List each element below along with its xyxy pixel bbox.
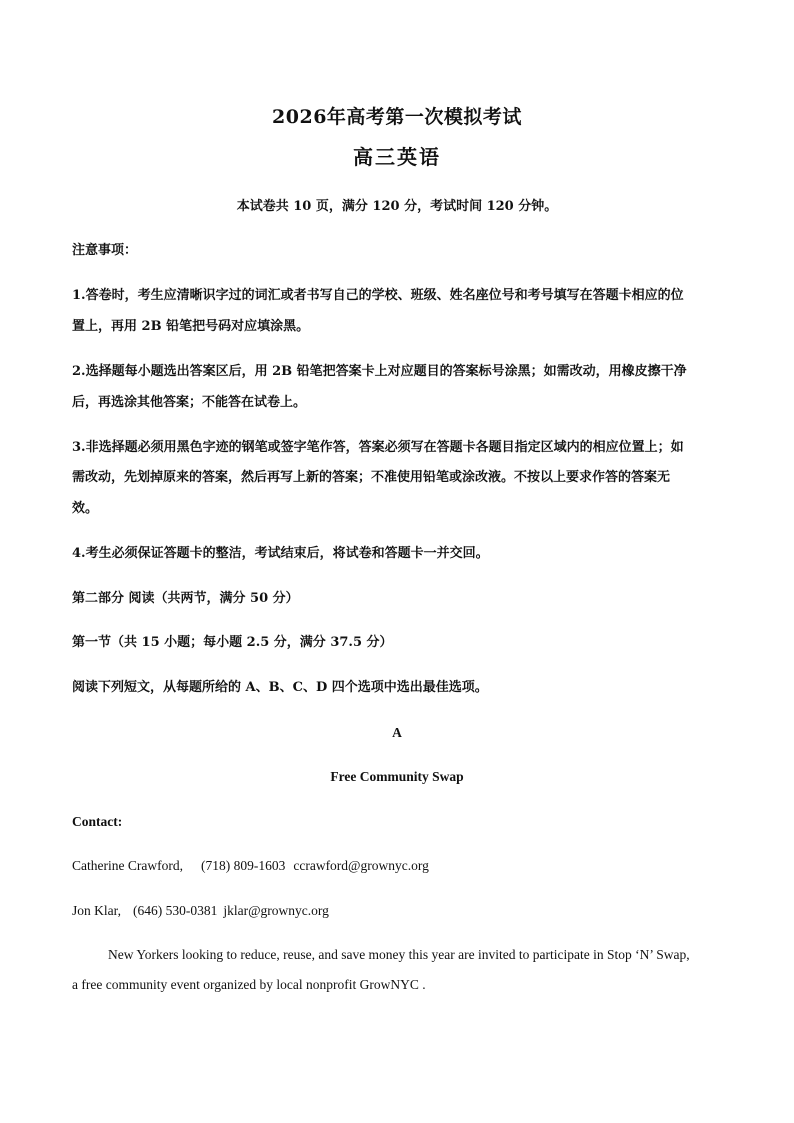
contact-phone: (718) 809-1603 [200, 858, 286, 873]
note-3-line-2: 需改动，先划掉原来的答案，然后再写上新的答案；不准使用铅笔或涂改液。不按以上要求作答的答案无 [72, 470, 671, 485]
note-2-line-2: 后，再选涂其他答案；不能答在试卷上。 [72, 395, 307, 410]
note-4-line-1: 4.考生必须保证答题卡的整洁，考试结束后，将试卷和答题卡一并交回。 [72, 546, 489, 561]
note-3-line-3: 效。 [72, 501, 99, 516]
contact-email: jklar@grownyc.org [223, 903, 329, 918]
note-2-line-1: 2.选择题每小题选出答案区后，用 2B 铅笔把答案卡上对应题目的答案标号涂黑；如需改动，用橡皮擦干净 [72, 364, 687, 379]
note-1-line-1: 1.答卷时，考生应清晰识字过的词汇或者书写自己的学校、班级、姓名座位号和考号填写在答题卡相应的位 [72, 288, 684, 303]
note-1-line-2: 置上，再用 2B 铅笔把号码对应填涂黑。 [72, 319, 310, 334]
exam-title: 2026年高考第一次模拟考试 [272, 106, 522, 128]
contact-name: Jon Klar, [72, 903, 121, 918]
paragraph-1-line-2: a free community event organized by local nonprofit GrowNYC . [72, 977, 426, 992]
contact-row-1 [72, 858, 429, 874]
notes-heading: 注意事项： [72, 243, 138, 258]
subsection-heading: 第一节（共 15 小题；每小题 2.5 分，满分 37.5 分） [72, 635, 393, 650]
paragraph-1-line-1: New Yorkers looking to reduce, reuse, and save money this year are invited to participate in Stop ‘N’ Swap, [108, 947, 690, 962]
contact-row-2 [72, 903, 329, 919]
contact-heading: Contact: [72, 814, 123, 829]
passage-label: A [392, 725, 402, 740]
exam-info: 本试卷共 10 页，满分 120 分，考试时间 120 分钟。 [236, 199, 558, 214]
passage-title: Free Community Swap [330, 769, 464, 784]
section-instruction: 阅读下列短文，从每题所给的 A、B、C、D 四个选项中选出最佳选项。 [72, 680, 488, 695]
contact-name: Catherine Crawford, [72, 858, 183, 873]
contact-email: ccrawford@grownyc.org [293, 858, 429, 873]
section-part-heading: 第二部分 阅读（共两节，满分 50 分） [72, 591, 299, 606]
note-3-line-1: 3.非选择题必须用黑色字迹的钢笔或签字笔作答，答案必须写在答题卡各题目指定区域内的相应位置上；如 [72, 440, 684, 455]
contact-phone: (646) 530-0381 [132, 903, 218, 918]
subject-title: 高三英语 [353, 145, 441, 169]
